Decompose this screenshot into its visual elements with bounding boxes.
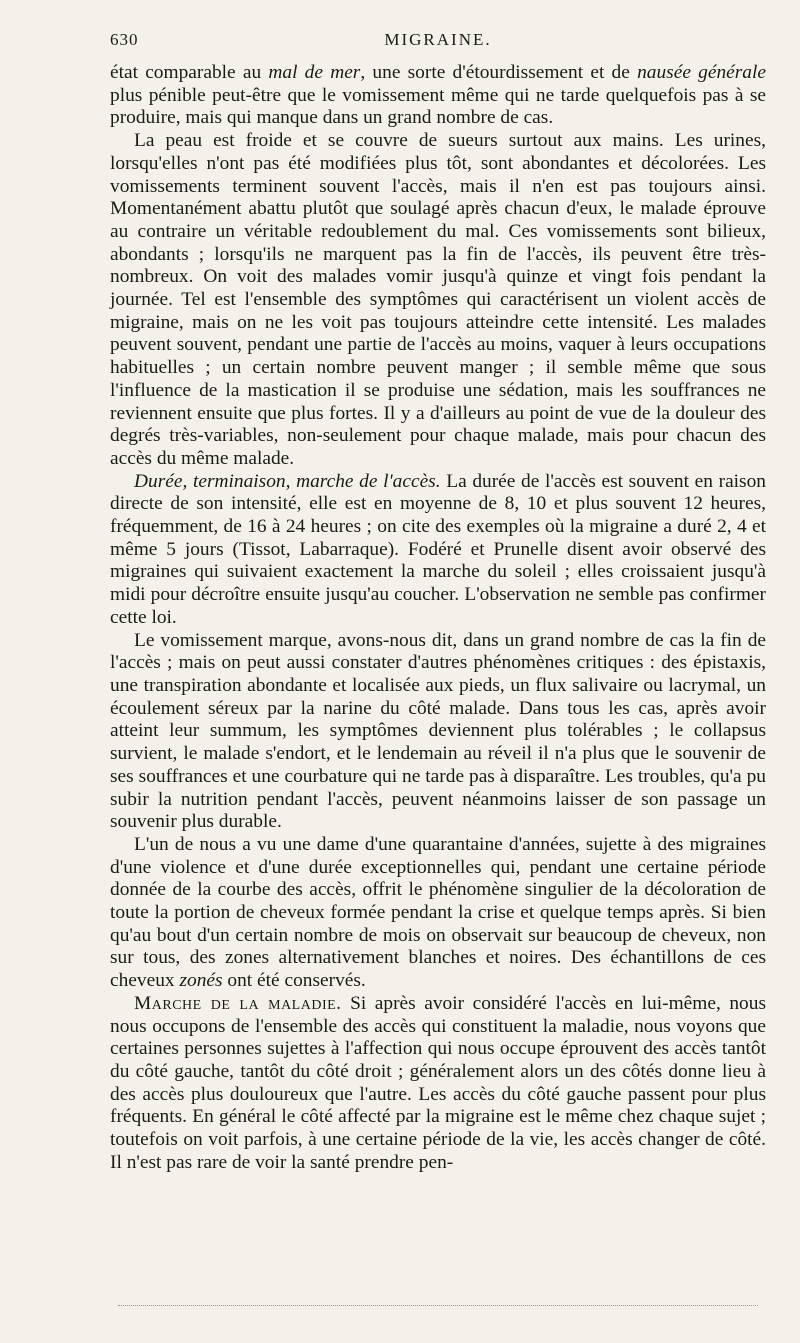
paragraph bbox=[110, 834, 766, 993]
text-run: L'un de nous a vu une dame d'une quarantaine d'années, sujette à des migraines d'une violence et d'une durée exceptionnelles qui, pendant une certaine période donnée de la courbe des accès, offrit le phénomène singulier de la décoloration de toute la portion de cheveux formée pendant la crise et quelque temps après. Si bien qu'au bout d'un certain nombre de mois on observait sur beaucoup de cheveux, non sur tous, des zones alternativement blanches et noires. Des échantillons de ces cheveux bbox=[110, 833, 766, 992]
italic-text: zonés bbox=[179, 970, 223, 992]
italic-text: mal de mer bbox=[268, 62, 361, 83]
text-run: Si après avoir considéré l'accès en lui-même, nous nous occupons de l'ensemble des accès qui constituent la maladie, nous voyons que certaines personnes sujettes à l'affection qui nous occupe éprouvent des accès tantôt du côté gauche, tantôt du côté droit ; généralement alors un des côtés donne lieu à des accès plus douloureux que l'autre. Les accès du côté gauche passent pour plus fréquents. En général le côté affecté par la migraine est le même chez chaque sujet ; toutefois on voit parfois, à une certaine période de la vie, les accès changer de côté. Il n'est pas rare de voir la santé prendre pen- bbox=[110, 992, 766, 1173]
paragraph bbox=[110, 630, 766, 834]
book-page bbox=[110, 26, 766, 1174]
page-header bbox=[110, 26, 766, 58]
text-run: plus pénible peut-être que le vomissement même qui ne tarde quelquefois pas à se produire, mais qui manque dans un grand nombre de cas. bbox=[110, 84, 766, 129]
paragraph bbox=[110, 993, 766, 1175]
paragraph bbox=[110, 471, 766, 630]
text-run: Le vomissement marque, avons-nous dit, dans un grand nombre de cas la fin de l'accès ; mais on peut aussi constater d'autres phénomènes critiques : des épistaxis, une transpiration abondante et localisée aux pieds, un flux salivaire ou lacrymal, un écoulement séreux par la narine du côté malade. Dans tous les cas, après avoir atteint leur summum, les symptômes deviennent plus tolérables ; le collapsus survient, le malade s'endort, et le lendemain au réveil il n'a plus que le souvenir de ses souffrances et une courbature qui ne tarde pas à disparaître. Les troubles, qu'a pu subir la nutrition pendant l'accès, peuvent néanmoins laisser de son passage un souvenir plus durable. bbox=[110, 629, 766, 833]
section-heading: Marche de la maladie. bbox=[134, 992, 342, 1014]
text-run: La durée de l'accès est souvent en raison directe de son intensité, elle est en moyenne de 8, 10 et plus souvent 12 heures, fréquemment, de 16 à 24 heures ; on cite des exemples où la migraine a duré 2, 4 et même 5 jours (Tissot, Labarraque). Fodéré et Prunelle disent avoir observé des migraines qui suivaient exactement la marche du soleil ; elles croissaient jusqu'à midi pour décroître ensuite jusqu'au coucher. L'observation ne semble pas confirmer cette loi. bbox=[110, 470, 766, 628]
italic-text: nausée générale bbox=[637, 62, 766, 83]
paragraph bbox=[110, 130, 766, 471]
running-title: MIGRAINE. bbox=[384, 30, 492, 49]
text-run: La peau est froide et se couvre de sueurs surtout aux mains. Les urines, lorsqu'elles n'ont pas été modifiées plus tôt, sont abondantes et décolorées. Les vomissements terminent souvent l'accès, mais il n'en est pas toujours ainsi. Momentanément abattu plutôt que soulagé après chacun d'eux, le malade éprouve au contraire un véritable redoublement du mal. Ces vomissements sont bilieux, abondants ; lorsqu'ils ne marquent pas la fin de l'accès, ils peuvent être très-nombreux. On voit des malades vomir jusqu'à quinze et vingt fois pendant la journée. Tel est l'ensemble des symptômes qui caractérisent un violent accès de migraine, mais on ne les voit pas toujours atteindre cette intensité. Les malades peuvent souvent, pendant une partie de l'accès au moins, vaquer à leurs occupations habituelles ; un certain nombre peuvent manger ; il semble même que sous l'influence de la mastication il se produise une sédation, mais les souffrances ne reviennent ensuite que plus fortes. Il y a d'ailleurs au point de vue de la douleur des degrés très-variables, non-seulement pour chaque malade, mais pour chacun des accès du même malade. bbox=[110, 130, 766, 469]
text-run: état comparable au bbox=[110, 62, 269, 83]
italic-text: Durée, terminaison, marche de l'accès. bbox=[134, 470, 441, 492]
paragraph bbox=[110, 62, 766, 130]
page-body bbox=[110, 62, 766, 1174]
text-run: ont été conservés. bbox=[222, 970, 366, 992]
bottom-rule bbox=[118, 1305, 758, 1307]
text-run: , une sorte d'étourdissement et de bbox=[360, 62, 638, 83]
page-number: 630 bbox=[110, 30, 139, 49]
